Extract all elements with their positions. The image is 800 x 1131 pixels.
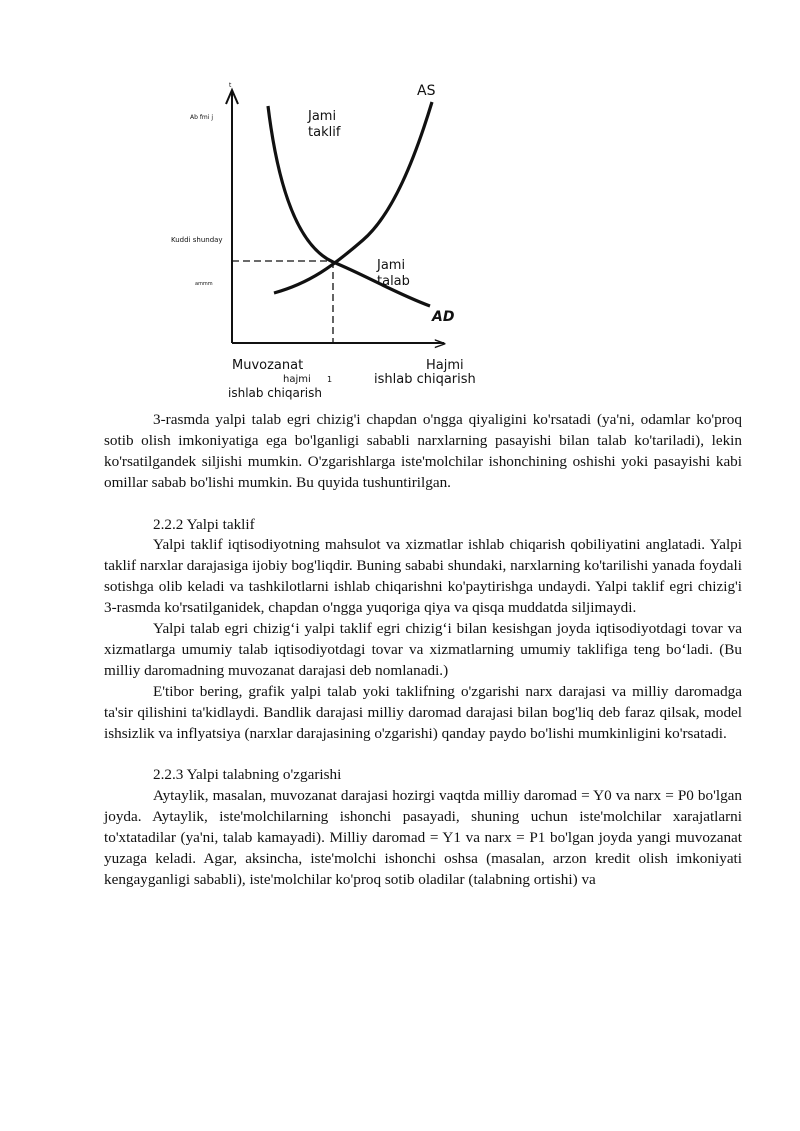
aggregate-demand-supply-figure xyxy=(150,78,490,400)
paragraph-intersection: Yalpi talab egri chizig‘i yalpi taklif egri chizig‘i bilan kesishgan joyda iqtisodiyotdagi tovar va xizmatlarga umumiy talab iqtisodiyotdagi tovar va xizmatlarning umumiy taklifiga teng bo‘ladi. (Bu milliy daromadning muvozanat darajasi deb nomlanadi.) xyxy=(104,620,742,679)
x-label-left-mark: 1 xyxy=(327,375,333,384)
ad-label: AD xyxy=(432,309,455,325)
y-axis-marker: t xyxy=(229,82,232,89)
x-axis-arrow: > xyxy=(433,334,448,354)
y-label-mid: Kuddi shunday xyxy=(171,236,223,244)
x-label-right-line2: ishlab chiqarish xyxy=(374,372,476,387)
jami-taklif-line2: taklif xyxy=(308,125,341,140)
section-heading-2-2-3: 2.2.3 Yalpi talabning o'zgarishi xyxy=(153,766,342,784)
as-curve xyxy=(274,102,432,293)
jami-talab-line2: talab xyxy=(377,274,410,289)
body-text xyxy=(104,410,742,891)
x-label-right-line1: Hajmi xyxy=(426,358,464,373)
paragraph-figure-explanation: 3-rasmda yalpi talab egri chizig'i chapdan o'ngga qiyaligini ko'rsatadi (ya'ni, odamlar ko'proq sotib olish imkoniyatiga ega bo'lganligi sababli narxlarning pasayishi bilan talab ko'tariladi), lekin ko'rsatilgandek siljishi mumkin. O'zgarishlarga iste'molchilar ishonchining oshishi yoki pasayishi kabi omillar sabab bo'lishi mumkin. Bu quyida tushuntirilgan. xyxy=(104,411,742,491)
x-label-left-line2: hajmi xyxy=(283,374,311,385)
x-label-left-line1: Muvozanat xyxy=(232,358,304,373)
ad-as-graph xyxy=(150,78,490,400)
y-label-low: ammm xyxy=(195,281,213,287)
paragraph-note: E'tibor bering, grafik yalpi talab yoki taklifning o'zgarishi narx darajasi va milliy daromadga ta'sir qilishini ta'kidlaydi. Bandlik darajasi milliy daromad darajasi bilan bog'liq deb faraz qilsak, model ishsizlik va inflyatsiya (narxlar darajasining o'zgarishi) qanday paydo bo'lishi mumkinligini ko'rsatadi. xyxy=(104,682,742,742)
section-heading-2-2-2: 2.2.2 Yalpi taklif xyxy=(153,515,255,533)
jami-taklif-line1: Jami xyxy=(308,109,337,124)
as-label: AS xyxy=(417,83,436,99)
jami-talab-line1: Jami xyxy=(377,258,406,273)
y-label-top: Ab fmi j xyxy=(190,114,214,121)
paragraph-aggregate-supply: Yalpi taklif iqtisodiyotning mahsulot va xizmatlar ishlab chiqarish qobiliyatini anglatadi. Yalpi taklif narxlar darajasiga ijobiy bog'liqdir. Buning sababi shundaki, narxlarning ko'tarilishi yanada foydali sotishga olib keladi va tashkilotlarni ishlab chiqarishni ko'paytirishga undaydi. Yalpi taklif egri chizig'i 3-rasmda ko'rsatilganidek, chapdan o'ngga yuqoriga qiya va qisqa muddatda siljimaydi. xyxy=(104,536,742,617)
x-label-left-line3: ishlab chiqarish xyxy=(228,386,322,400)
paragraph-demand-change: Aytaylik, masalan, muvozanat darajasi hozirgi vaqtda milliy daromad = Y0 va narx = P0 bo'lgan joyda. Aytaylik, iste'molchilarning ishonchi pasayadi, shuning uchun iste'molchilar xarajatlarni to'xtatadilar (ya'ni, talab kamayadi). Milliy daromad = Y1 va narx = P1 bo'lgan joyda yangi muvozanat yuzaga keladi. Agar, aksincha, iste'molchi ishonchi oshsa (masalan, arzon kredit olish imkoniyati kengayganligi sababli), iste'molchilar ko'proq sotib oladilar (talabning ortishi) va xyxy=(104,787,742,888)
